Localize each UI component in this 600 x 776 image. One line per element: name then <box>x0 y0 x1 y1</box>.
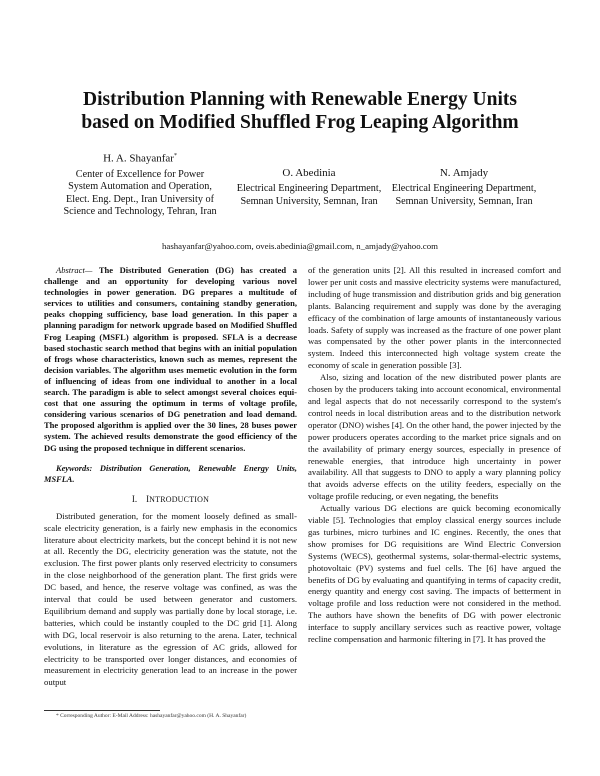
section-heading <box>44 494 297 506</box>
footnote: * Corresponding Author: E-Mail Address: hashayanfar@yahoo.com (H. A. Shayanfar) <box>56 713 247 719</box>
author-name: N. Amjady <box>439 167 489 179</box>
right-column <box>308 265 561 646</box>
affiliation-line: Science and Technology, Tehran, Iran <box>63 206 217 218</box>
keywords <box>44 463 297 485</box>
body-paragraph: Also, sizing and location of the new distributed power plants are chosen by the producers taking into account economical, environmental and legal aspects that do not necessarily correspond to the system's control needs in local distribution areas and to the distribution network operator (DNO) wishes [4]. On the other hand, the power injected by the power producers operates according to the market price signals and on the availability of primary energy sources, especially in presence of renewable energies, that introduce high uncertainty in power availability. All that suggests to DNO to apply a wary planning policy that avoids adverse effects on the utility feeders, especially on the voltage profile reducing, or even negating, the benefits <box>308 372 561 502</box>
body-paragraph: of the generation units [2]. All this resulted in increased comfort and lower per unit costs and massive electricity systems were manufactured, including of huge transmission and distribution grids and big generation plants. Balancing requirement and supply was done by the averaging efficacy of the combination of large amounts of instantaneously various loads. Safety of supply was increased as the fracture of one power plant was compensated by the other power plants in the interconnected system. Indeed this interconnected high voltage system create the economy of scale in generation possible [3]. <box>308 265 561 371</box>
author-block-3 <box>384 167 544 208</box>
author-block-2 <box>232 167 386 208</box>
paper-title <box>60 88 540 134</box>
author-name: H. A. Shayanfar* <box>103 152 177 165</box>
affiliation-line: System Automation and Operation, <box>68 181 212 193</box>
affiliation-line: Center of Excellence for Power <box>75 168 205 180</box>
section-title-rest: NTRODUCTION <box>149 494 210 504</box>
footnote-rule <box>44 710 160 711</box>
body-paragraph: Actually various DG elections are quick becoming economically viable [5]. Technologies that employ classical energy sources include gas turbines, micro turbines and IC engines. Recently, the ones that show promises for DG requisitions are Wind Electric Conversion Systems (WECS), geothermal systems, solar-thermal-electric systems, photovoltaic (PV) systems and fuel cells. The [6] have argued the benefits of DG by evaluating and quantifying in terms of capacity credit, energy quantity and energy cost saving. The impacts of betterment in voltage profile and loss reduction were not considered in the method. The authors have shown the benefits of DG with power electronic interface to supply ancillary services such as reactive power, voltage recline compensation and harmonic filtering in [7]. It has proved the <box>308 503 561 645</box>
affiliation-line: Semnan University, Semnan, Iran <box>240 195 378 207</box>
abstract-label: Abstract— <box>56 265 93 275</box>
author-emails: hashayanfar@yahoo.com, oveis.abedinia@gmail.com, n_amjady@yahoo.com <box>162 241 438 251</box>
affiliation-line: Elect. Eng. Dept., Iran University of <box>66 193 214 205</box>
intro-paragraph: Distributed generation, for the moment loosely defined as small-scale electricity generation, is a fairly new emphasis in the economics literature about electricity markets, but the concept behind it is not new at all. Recently the DG, electricity generation was the statute, not the exclusion. The first power plants only reserved electricity to consumers in the close neighborhood of the generation plant. The first grids were DC based, and hence, the reserve voltage was confined, as was the interval that could be used between generator and customers. Equilibrium demand and supply was partially done by local storage, i.e. batteries, which could be instantly coupled to the DC grid [1]. Along with DG, local reservoir is also returning to the arena. Later, technical evolutions, in literature as the egression of AC grids, allowed for electricity to be transported over longer distances, and economies of measurement in electricity generation lead to an increase in the power output <box>44 510 297 688</box>
left-column <box>44 265 297 689</box>
keywords-text: Distribution Generation, Renewable Energy Units, MSFLA. <box>44 463 297 484</box>
author-block-1 <box>52 150 228 219</box>
author-name: O. Abedinia <box>282 167 336 179</box>
corresponding-mark: * <box>173 153 177 159</box>
abstract <box>44 265 297 454</box>
keywords-label: Keywords: <box>56 463 93 473</box>
title-line-2: based on Modified Shuffled Frog Leaping Algorithm <box>81 112 519 133</box>
affiliation-line: Electrical Engineering Department, <box>236 183 382 194</box>
affiliation-line: Electrical Engineering Department, <box>391 183 537 194</box>
title-line-1: Distribution Planning with Renewable Energy Units <box>83 89 517 110</box>
affiliation-line: Semnan University, Semnan, Iran <box>395 195 533 207</box>
section-title-initial: I <box>146 493 150 504</box>
abstract-text: The Distributed Generation (DG) has created a challenge and an opportunity for developing various novel technologies in power generation. DG prepares a multitude of services to utilities and consumers, containing standby generation, peaks chopping sufficiency, base load generation. In this paper a planning paradigm for network upgrade based on Modified Shuffled Frog Leaping (MSFL) algorithm is proposed. SFLA is a decrease based stochastic search method that begins with an initial population of frogs whose characteristics, known such as memes, represent the decision variables. The algorithm uses memetic evolution in the form of influencing of ideas from one individual to another in a local search. The paradigm is able to select amongst several choices equi-cost that one assuring the optimum in terms of voltage profile, considering various scenarios of DG penetration and load demand. The proposed algorithm is applied over the 30 lines, 28 buses power system. The achieved results demonstrate the good efficiency of the DG using the proposed technique in different scenarios. <box>44 265 297 453</box>
section-number: I. <box>131 493 138 504</box>
